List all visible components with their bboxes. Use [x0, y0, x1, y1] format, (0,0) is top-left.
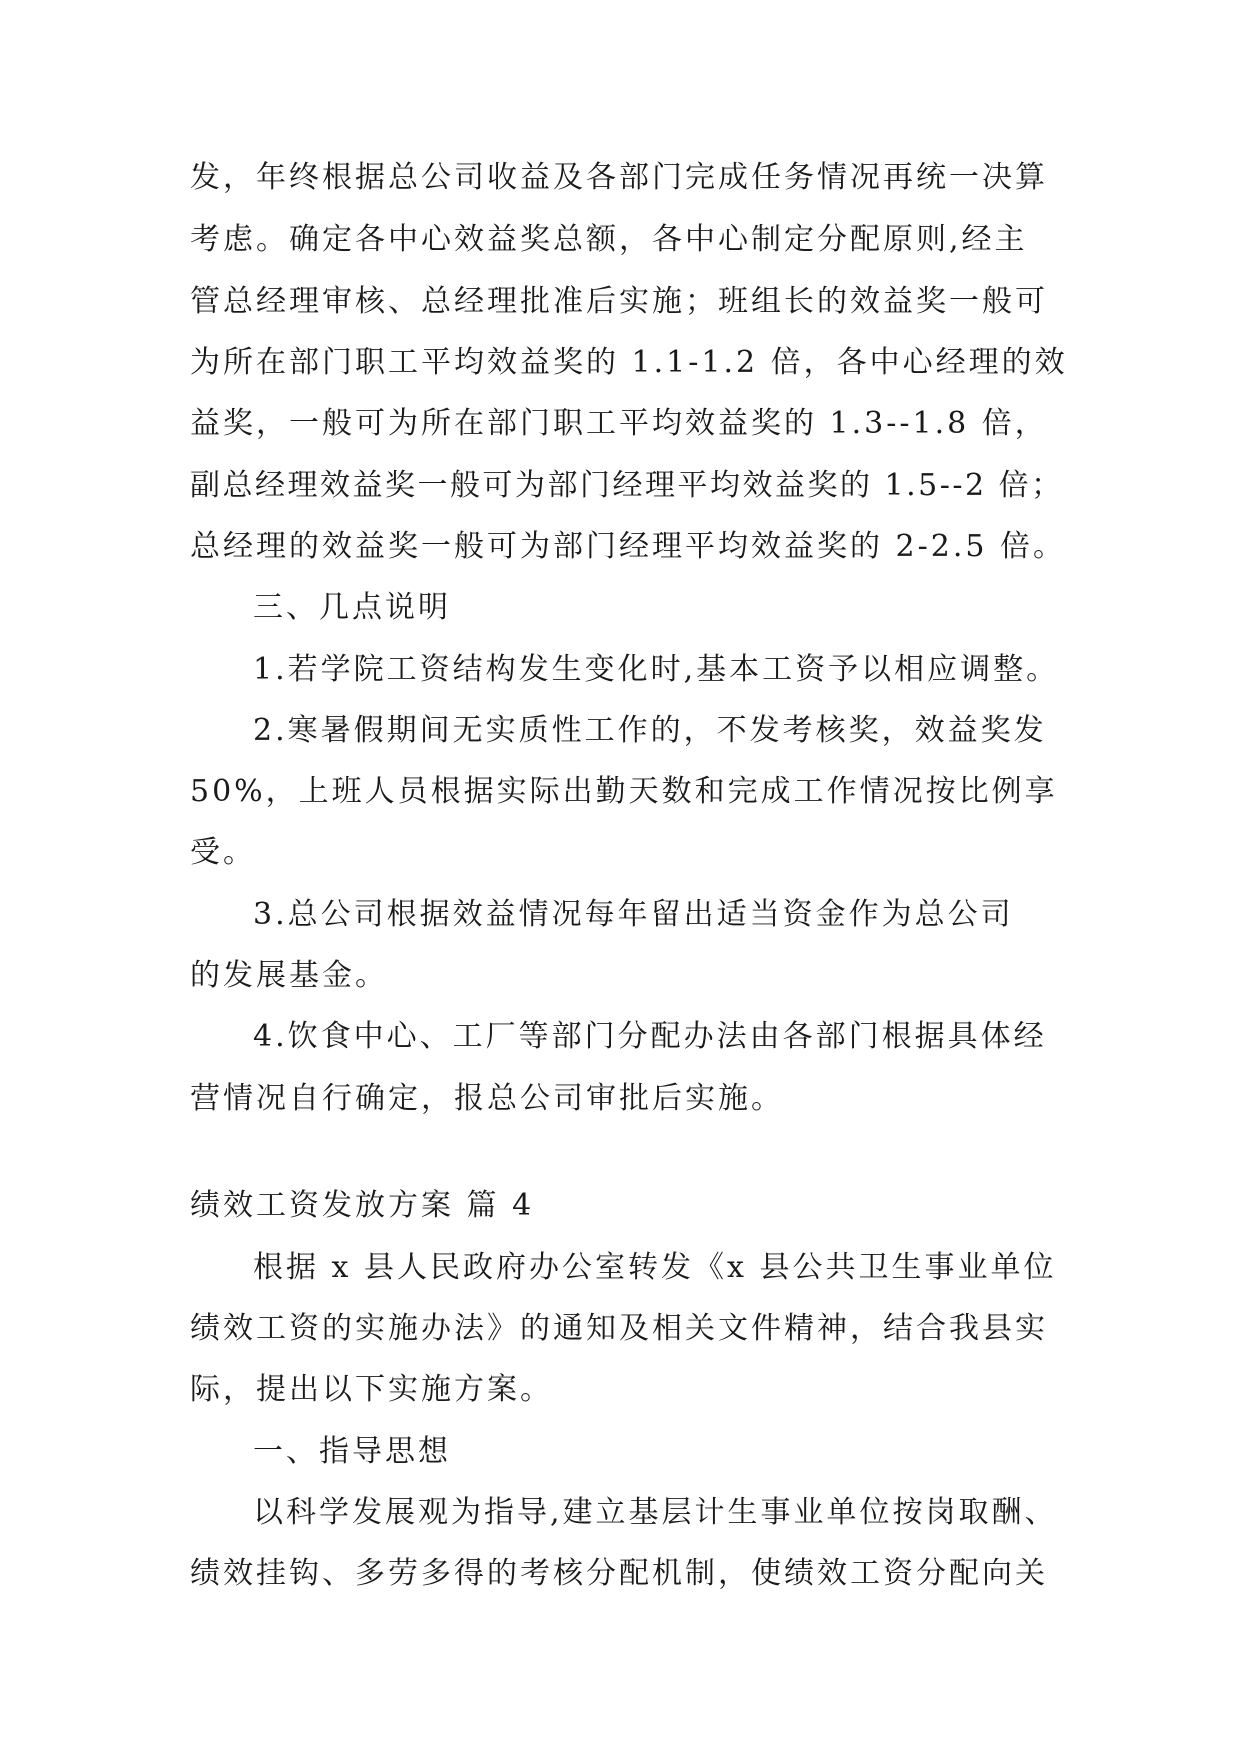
article-title: 绩效工资发放方案 篇 4	[190, 1188, 535, 1223]
text-line: 绩效工资的实施办法》的通知及相关文件精神，结合我县实	[190, 1311, 1048, 1346]
text-line: 益奖，一般可为所在部门职工平均效益奖的 1.3--1.8 倍，	[190, 406, 1048, 441]
text-line: 营情况自行确定，报总公司审批后实施。	[190, 1081, 784, 1116]
text-line: 际，提出以下实施方案。	[190, 1372, 553, 1407]
text-line: 2.寒暑假期间无实质性工作的，不发考核奖，效益奖发	[253, 713, 1047, 748]
text-line: 总经理的效益奖一般可为部门经理平均效益奖的 2-2.5 倍。	[190, 529, 1067, 564]
text-line: 1.若学院工资结构发生变化时,基本工资予以相应调整。	[253, 652, 1060, 687]
text-line: 考虑。确定各中心效益奖总额，各中心制定分配原则,经主	[190, 222, 1028, 257]
text-line: 为所在部门职工平均效益奖的 1.1-1.2 倍，各中心经理的效	[190, 345, 1068, 380]
text-line: 绩效挂钩、多劳多得的考核分配机制，使绩效工资分配向关	[190, 1556, 1048, 1591]
text-line: 根据 x 县人民政府办公室转发《x 县公共卫生事业单位	[253, 1250, 1057, 1285]
section-heading: 一、指导思想	[253, 1434, 451, 1469]
text-line: 受。	[190, 835, 256, 870]
text-line: 以科学发展观为指导,建立基层计生事业单位按岗取酬、	[253, 1495, 1058, 1530]
text-line: 管总经理审核、总经理批准后实施；班组长的效益奖一般可	[190, 284, 1048, 319]
text-line: 50%，上班人员根据实际出勤天数和完成工作情况按比例享	[190, 774, 1058, 809]
text-line: 3.总公司根据效益情况每年留出适当资金作为总公司	[253, 897, 1014, 932]
text-line: 的发展基金。	[190, 958, 388, 993]
section-heading: 三、几点说明	[253, 590, 451, 625]
text-line: 副总经理效益奖一般可为部门经理平均效益奖的 1.5--2 倍；	[190, 468, 1064, 503]
text-line: 发，年终根据总公司收益及各部门完成任务情况再统一决算	[190, 160, 1048, 195]
text-line: 4.饮食中心、工厂等部门分配办法由各部门根据具体经	[253, 1019, 1047, 1054]
